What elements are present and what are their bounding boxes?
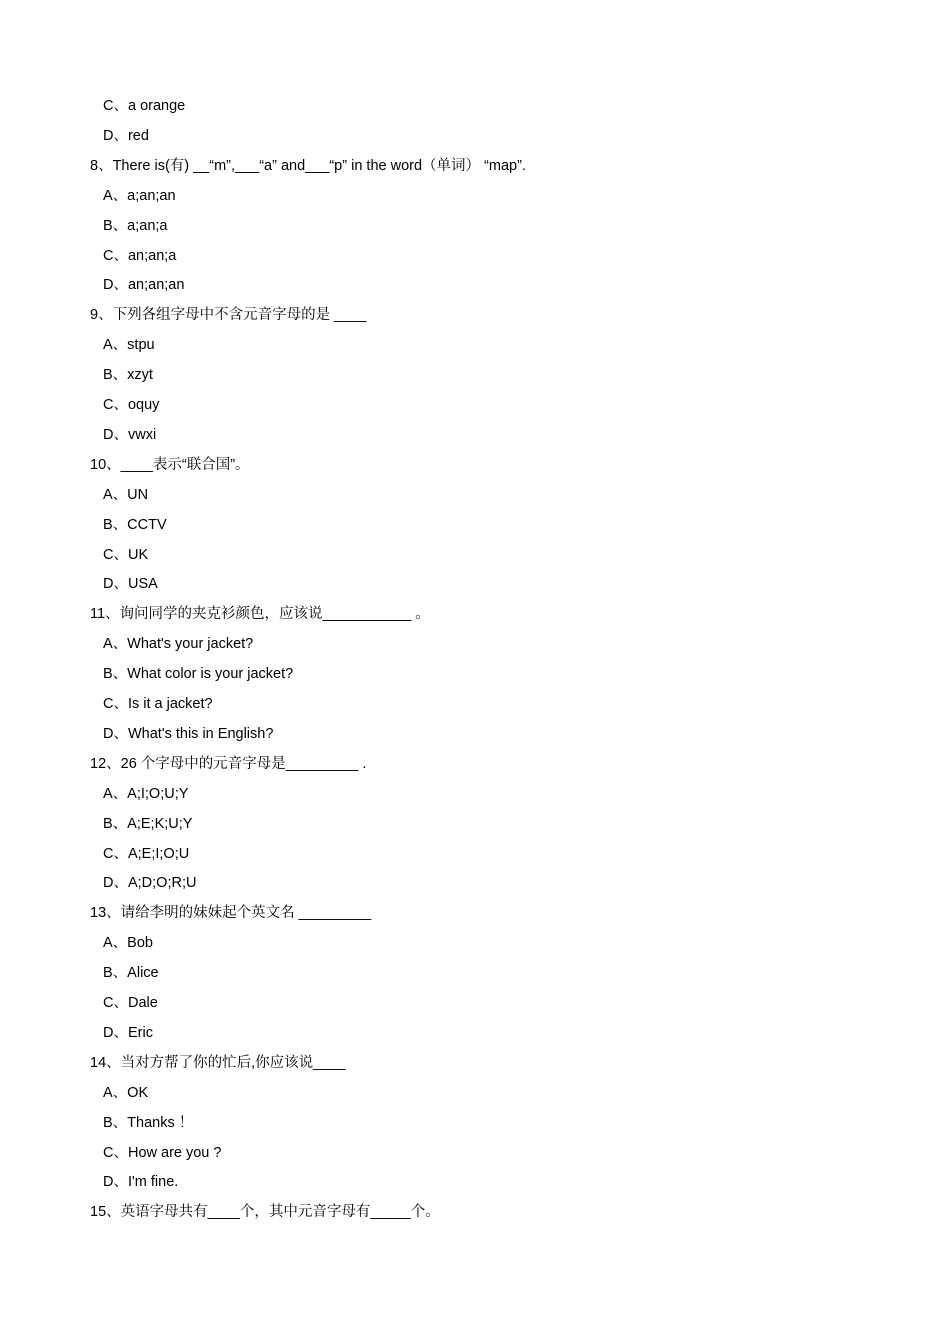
answer-option: B、xzyt: [103, 367, 153, 384]
answer-option: D、red: [103, 127, 149, 144]
answer-option: A、OK: [103, 1084, 149, 1101]
answer-option: D、an;an;an: [103, 277, 185, 294]
question-text: 10、____表示“联合国”。: [90, 456, 250, 473]
answer-option: B、a;an;a: [103, 217, 168, 234]
answer-option: C、UK: [103, 546, 149, 563]
question-text: 12、26 个字母中的元音字母是_________ .: [90, 755, 367, 772]
question-text: 14、当对方帮了你的忙后,你应该说____: [90, 1054, 346, 1071]
question-text: 13、请给李明的妹妹起个英文名 _________: [90, 905, 372, 922]
question-text: 9、下列各组字母中不含元音字母的是 ____: [90, 307, 367, 324]
answer-option: C、Dale: [103, 995, 158, 1011]
question-text: 8、There is(有) __“m”,___“a” and___“p” in the word（单词） “map”.: [90, 157, 526, 174]
answer-option: A、A;I;O;U;Y: [103, 785, 189, 802]
answer-option: D、USA: [103, 576, 158, 593]
answer-option: C、an;an;a: [103, 247, 177, 264]
answer-option: B、A;E;K;U;Y: [103, 815, 193, 832]
answer-option: B、CCTV: [103, 516, 167, 533]
answer-option: C、Is it a jacket?: [103, 696, 213, 712]
answer-option: C、How are you ?: [103, 1144, 222, 1161]
answer-option: D、I'm fine.: [103, 1174, 179, 1191]
answer-option: C、a orange: [103, 98, 186, 114]
answer-option: A、UN: [103, 486, 149, 503]
answer-option: A、Bob: [103, 935, 153, 952]
answer-option: D、vwxi: [103, 426, 157, 443]
answer-option: A、What's your jacket?: [103, 636, 254, 653]
answer-option: A、a;an;an: [103, 187, 176, 204]
answer-option: C、A;E;I;O;U: [103, 845, 190, 862]
answer-option: B、Alice: [103, 965, 159, 982]
answer-option: B、Thanks ！: [103, 1114, 194, 1131]
question-text: 15、英语字母共有____个，其中元音字母有_____个。: [90, 1204, 440, 1221]
answer-option: A、stpu: [103, 337, 155, 354]
answer-option: D、What's this in English?: [103, 725, 274, 742]
answer-option: D、Eric: [103, 1024, 153, 1041]
question-text: 11、询问同学的夹克衫颜色，应该说___________ 。: [90, 606, 430, 623]
answer-option: D、A;D;O;R;U: [103, 875, 197, 892]
answer-option: B、What color is your jacket?: [103, 666, 294, 683]
answer-option: C、oquy: [103, 397, 160, 413]
